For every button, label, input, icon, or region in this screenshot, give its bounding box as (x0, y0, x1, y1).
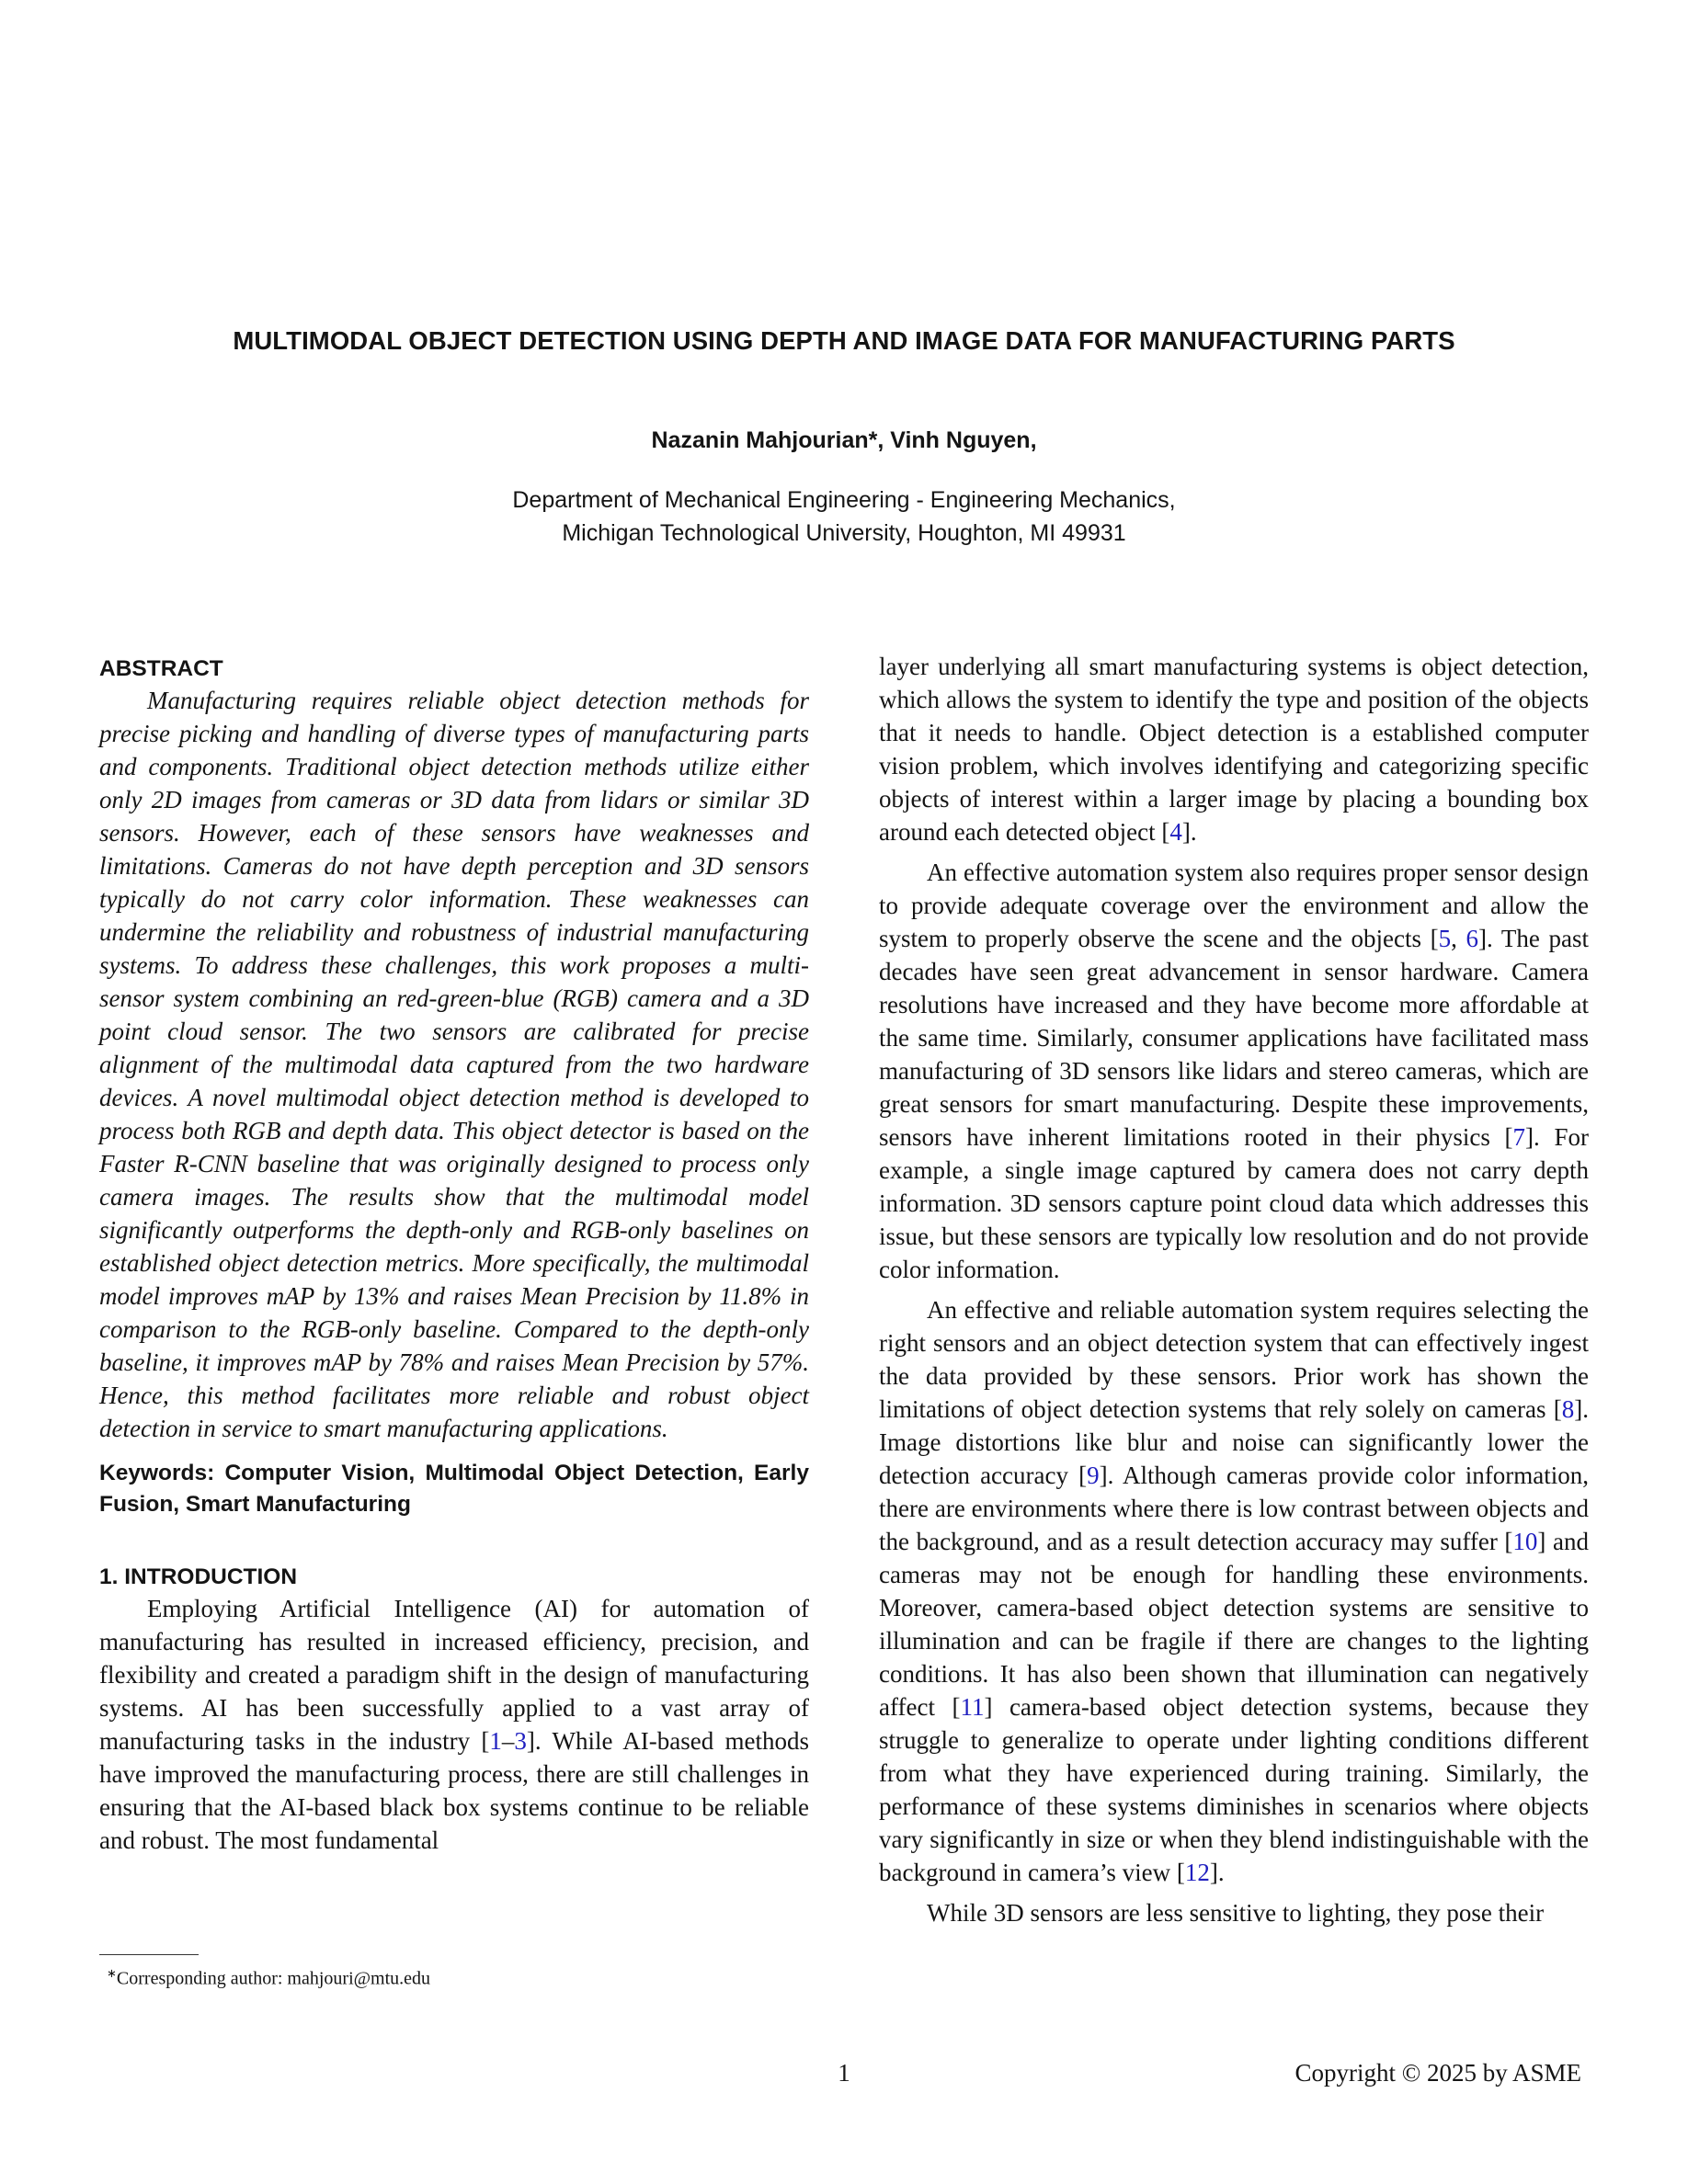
citation-link[interactable]: 7 (1512, 1123, 1526, 1151)
abstract-heading: ABSTRACT (99, 656, 223, 681)
citation-link[interactable]: 6 (1466, 925, 1478, 952)
introduction-paragraph: Employing Artificial Intelligence (AI) for automation of manufacturing has resulted in increased efficiency, precision, and flexibility and created a paradigm shift in the design of manufacturing systems. AI has been successfully applied to a vast array of manufacturing tasks in the industry [1–3]. While AI-based methods have improved the manufacturing process, there are still challenges in ensuring that the AI-based black box systems continue to be reliable and robust. The most fundamental (99, 1595, 810, 1854)
paragraph-3d-sensors: While 3D sensors are less sensitive to lighting, they pose their (927, 1899, 1545, 1927)
citation-link[interactable]: 10 (1512, 1528, 1538, 1555)
right-column (879, 650, 1589, 1929)
citation-link[interactable]: 4 (1169, 818, 1182, 846)
citation-link[interactable]: 5 (1438, 925, 1452, 952)
footnote-mark: ∗ (107, 1966, 117, 1980)
paragraph-sensor-design: An effective automation system also requires proper sensor design to provide adequate coverage over the environment and allow the system to properly observe the scene and the objects [5, 6]. The past decades have seen great advancement in sensor hardware. Camera resolutions have increased and they have become more affordable at the same time. Similarly, consumer applications have facilitated mass manufacturing of 3D sensors like lidars and stereo cameras, which are great sensors for smart manufacturing. Despite these improvements, sensors have inherent limitations rooted in their physics [7]. For example, a single image captured by camera does not carry depth information. 3D sensors capture point cloud data which addresses this issue, but these sensors are typically low resolution and do not provide color information. (879, 859, 1589, 1283)
citation-link[interactable]: 1 (489, 1727, 502, 1755)
page-number: 1 (838, 2059, 850, 2087)
author-list: Nazanin Mahjourian*, Vinh Nguyen, (651, 427, 1037, 453)
left-column (99, 654, 809, 1857)
copyright-notice: Copyright © 2025 by ASME (1295, 2059, 1581, 2087)
affiliation-line-2: Michigan Technological University, Houghton, MI 49931 (562, 520, 1126, 546)
citation-link[interactable]: 12 (1184, 1859, 1210, 1886)
citation-link[interactable]: 3 (514, 1727, 527, 1755)
keywords: Keywords: Computer Vision, Multimodal Object Detection, Early Fusion, Smart Manufacturing (99, 1461, 809, 1517)
citation-link[interactable]: 9 (1087, 1462, 1100, 1489)
footnote-rule (99, 1954, 199, 1955)
abstract-text: Manufacturing requires reliable object detection methods for precise picking and handling of diverse types of manufacturing parts and components. Traditional object detection methods utilize either only 2D images from cameras or 3D data from lidars or similar 3D sensors. However, each of these sensors have weaknesses and limitations. Cameras do not have depth perception and 3D sensors typically do not carry color information. These weaknesses can undermine the reliability and robustness of industrial manufacturing systems. To address these challenges, this work proposes a multi-sensor system combining an red-green-blue (RGB) camera and a 3D point cloud sensor. The two sensors are calibrated for precise alignment of the multimodal data captured from the two hardware devices. A novel multimodal object detection method is developed to process both RGB and depth data. This object detector is based on the Faster R-CNN baseline that was originally designed to process only camera images. The results show that the multimodal model significantly outperforms the depth-only and RGB-only baselines on established object detection metrics. More specifically, the multimodal model improves mAP by 13% and raises Mean Precision by 11.8% in comparison to the RGB-only baseline. Compared to the depth-only baseline, it improves mAP by 78% and raises Mean Precision by 57%. Hence, this method facilitates more reliable and robust object detection in service to smart manufacturing applications. (99, 687, 809, 1442)
paragraph-object-detection: layer underlying all smart manufacturing systems is object detection, which allows the system to identify the type and position of the objects that it needs to handle. Object detection is a established computer vision problem, which involves identifying and categorizing specific objects of interest within a larger image by placing a bounding box around each detected object [4]. (879, 653, 1589, 846)
footnote (107, 1962, 430, 1991)
paper-title: MULTIMODAL OBJECT DETECTION USING DEPTH AND IMAGE DATA FOR MANUFACTURING PARTS (233, 326, 1455, 355)
footnote-text: Corresponding author: mahjouri@mtu.edu (116, 1968, 431, 1989)
affiliation (0, 483, 1688, 550)
introduction-heading: 1. INTRODUCTION (99, 1564, 298, 1589)
paragraph-camera-limitations: An effective and reliable automation system requires selecting the right sensors and an object detection system that can effectively ingest the data provided by these sensors. Prior work has shown the limitations of object detection systems that rely solely on cameras [8]. Image distortions like blur and noise can significantly lower the detection accuracy [9]. Although cameras provide color information, there are environments where there is low contrast between objects and the background, and as a result detection accuracy may suffer [10] and cameras may not be enough for handling these environments. Moreover, camera-based object detection systems are sensitive to illumination and can be fragile if there are changes to the lighting conditions. It has also been shown that illumination can negatively affect [11] camera-based object detection systems, because they struggle to generalize to operate under lighting conditions different from what they have experienced during training. Similarly, the performance of these systems diminishes in scenarios where objects vary significantly in size or when they blend indistinguishable with the background in camera’s view [12]. (879, 1296, 1589, 1886)
citation-link[interactable]: 11 (960, 1693, 985, 1721)
affiliation-line-1: Department of Mechanical Engineering - Engineering Mechanics, (512, 487, 1176, 513)
citation-link[interactable]: 8 (1561, 1395, 1575, 1423)
